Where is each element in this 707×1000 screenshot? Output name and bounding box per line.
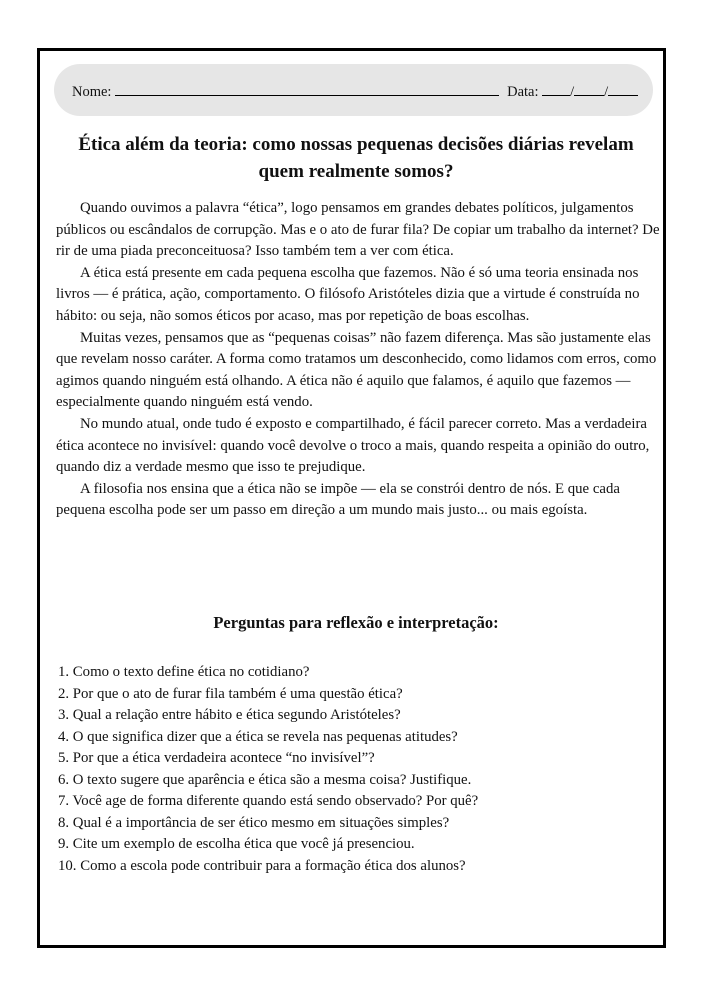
paragraph-4: No mundo atual, onde tudo é exposto e compartilhado, é fácil parecer correto. Mas a verdadeira ética acontece no invisível: quando você devolve o troco a mais, quando respeita a opinião do outro, quando diz a verdade mesmo que isso te prejudique. bbox=[56, 415, 650, 476]
question-item: 5. Por que a ética verdadeira acontece “no invisível”? bbox=[58, 750, 375, 766]
name-field[interactable] bbox=[115, 83, 499, 96]
question-item: 1. Como o texto define ética no cotidiano? bbox=[58, 664, 310, 680]
date-label: Data: bbox=[507, 84, 539, 100]
name-label: Nome: bbox=[72, 84, 112, 100]
question-item: 8. Qual é a importância de ser ético mesmo em situações simples? bbox=[58, 814, 450, 831]
paragraph-2: A ética está presente em cada pequena escolha que fazemos. Não é só uma teoria ensinada nos livros — é prática, ação, comportamento. O filósofo Aristóteles dizia que a virtude é construída no hábito: ou seja, não somos éticos por acaso, mas por repetição de boas escolhas. bbox=[56, 264, 640, 324]
page-title: Ética além da teoria: como nossas pequenas decisões diárias revelam quem realmente somos? bbox=[78, 134, 634, 182]
date-day-field[interactable] bbox=[542, 83, 570, 96]
header-fields bbox=[72, 83, 638, 101]
date-year-field[interactable] bbox=[608, 83, 638, 96]
question-item: 6. O texto sugere que aparência e ética são a mesma coisa? Justifique. bbox=[58, 771, 472, 788]
article-body bbox=[56, 198, 660, 522]
paragraph-1: Quando ouvimos a palavra “ética”, logo pensamos em grandes debates políticos, julgamentos públicos ou escândalos de corrupção. Mas e o ato de furar fila? De copiar um trabalho da internet? De rir de uma piada preconceituosa? Isso também tem a ver com ética. bbox=[56, 200, 660, 260]
question-item: 9. Cite um exemplo de escolha ética que você já presenciou. bbox=[58, 836, 415, 852]
date-month-field[interactable] bbox=[574, 83, 604, 96]
question-item: 10. Como a escola pode contribuir para a formação ética dos alunos? bbox=[58, 857, 466, 874]
date-separator-2: / bbox=[604, 84, 609, 100]
paragraph-3: Muitas vezes, pensamos que as “pequenas coisas” não fazem diferença. Mas são justamente elas que revelam nosso caráter. A forma como tratamos um desconhecido, como lidamos com erros, como agimos quando ninguém está olhando. A ética não é aquilo que falamos, é aquilo que fazemos — especialmente quando ninguém está vendo. bbox=[56, 329, 657, 411]
question-item: 7. Você age de forma diferente quando está sendo observado? Por quê? bbox=[58, 793, 479, 809]
date-separator-1: / bbox=[570, 84, 575, 100]
question-item: 3. Qual a relação entre hábito e ética segundo Aristóteles? bbox=[58, 707, 401, 723]
question-item: 4. O que significa dizer que a ética se revela nas pequenas atitudes? bbox=[58, 728, 458, 745]
paragraph-5: A filosofia nos ensina que a ética não se impõe — ela se constrói dentro de nós. E que cada pequena escolha pode ser um passo em direção a um mundo mais justo... ou mais egoísta. bbox=[56, 480, 620, 519]
questions-list bbox=[58, 662, 658, 877]
questions-heading: Perguntas para reflexão e interpretação: bbox=[213, 613, 499, 632]
question-item: 2. Por que o ato de furar fila também é uma questão ética? bbox=[58, 685, 403, 702]
